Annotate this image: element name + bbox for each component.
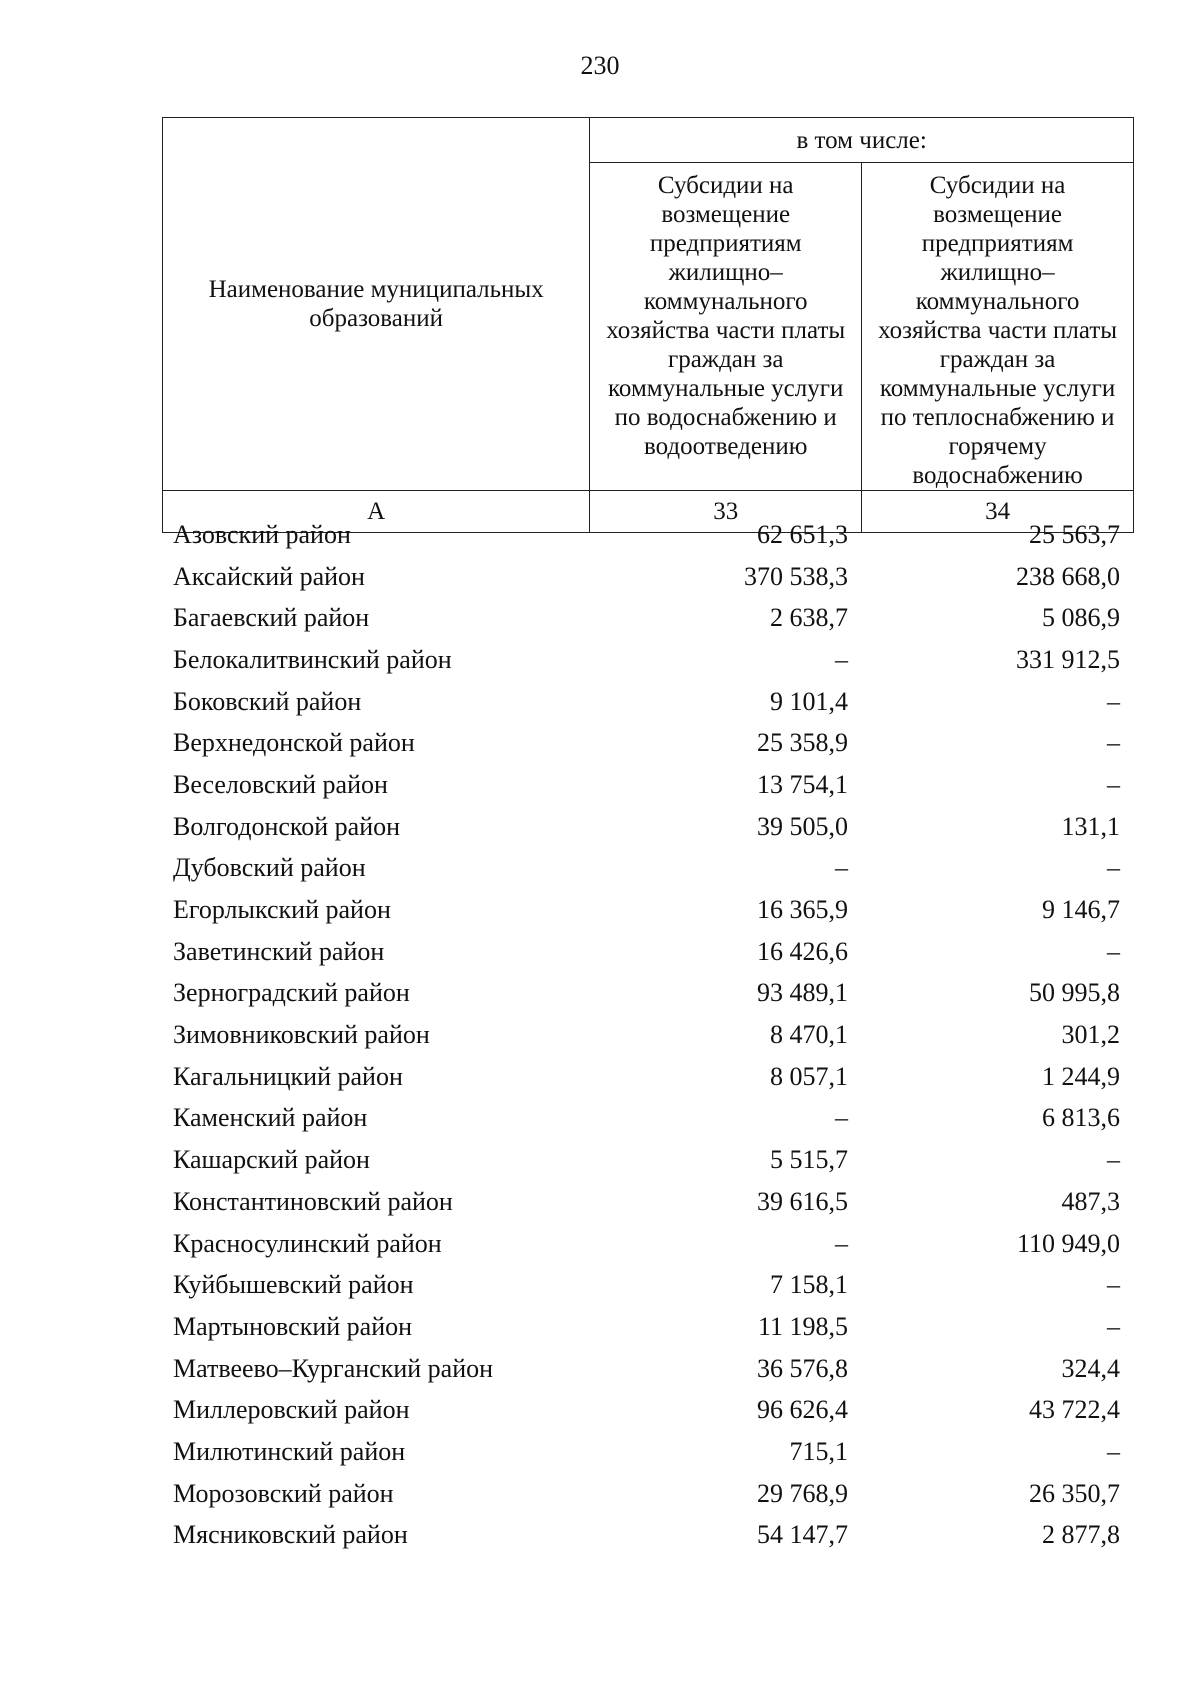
table-body	[162, 514, 1134, 1556]
heat-subsidy-value: –	[1107, 936, 1120, 966]
table-row	[162, 1223, 1134, 1265]
heat-subsidy-value: –	[1107, 728, 1120, 758]
heat-subsidy-value: 9 146,7	[1042, 895, 1120, 925]
table-row	[162, 1431, 1134, 1473]
table-row	[162, 639, 1134, 681]
municipality-name: Аксайский район	[173, 561, 365, 591]
water-subsidy-value: 9 101,4	[770, 686, 848, 716]
heat-subsidy-value: 6 813,6	[1042, 1103, 1120, 1133]
heat-subsidy-value: 25 563,7	[1029, 519, 1120, 549]
page-number: 230	[580, 51, 620, 80]
municipality-name: Матвеево–Курганский район	[173, 1353, 494, 1383]
water-subsidy-value: 8 470,1	[770, 1020, 848, 1050]
heat-subsidy-value: –	[1107, 1145, 1120, 1175]
table-row	[162, 1139, 1134, 1181]
municipality-name: Зимовниковский район	[173, 1020, 430, 1050]
water-subsidy-value: 25 358,9	[757, 728, 848, 758]
heat-subsidy-value: 110 949,0	[1016, 1228, 1120, 1258]
water-subsidy-value: –	[835, 1103, 848, 1133]
table-row	[162, 1306, 1134, 1348]
table-row	[162, 848, 1134, 890]
municipality-name: Кагальницкий район	[173, 1061, 403, 1091]
water-subsidy-value: 93 489,1	[757, 978, 848, 1008]
municipality-name: Дубовский район	[173, 853, 366, 883]
column-index-33: 33	[590, 491, 862, 533]
water-subsidy-value: –	[835, 644, 848, 674]
table-row	[162, 514, 1134, 556]
municipality-name: Красносулинский район	[173, 1228, 442, 1258]
water-subsidy-value: 8 057,1	[770, 1061, 848, 1091]
table-row	[162, 889, 1134, 931]
heat-subsidy-value: –	[1107, 1436, 1120, 1466]
water-subsidy-value: 54 147,7	[757, 1520, 848, 1550]
municipality-name: Боковский район	[173, 686, 362, 716]
water-subsidy-value: 5 515,7	[770, 1145, 848, 1175]
table-row	[162, 1014, 1134, 1056]
water-subsidy-value: 39 505,0	[757, 811, 848, 841]
name-column-header: Наименование муниципальных образований	[163, 118, 590, 491]
heat-subsidy-value: –	[1107, 769, 1120, 799]
heat-subsidy-value: 26 350,7	[1029, 1478, 1120, 1508]
column-34-header: Субсидии на возмещение предприятиям жилищно–коммунального хозяйства части платы граждан за коммунальные услуги по теплоснабжению и горячему водоснабжению	[862, 163, 1134, 491]
municipality-name: Заветинский район	[173, 936, 385, 966]
table-row	[162, 1389, 1134, 1431]
heat-subsidy-value: 43 722,4	[1029, 1395, 1120, 1425]
municipality-name: Константиновский район	[173, 1186, 453, 1216]
table-row	[162, 931, 1134, 973]
municipality-name: Веселовский район	[173, 769, 388, 799]
municipality-name: Милютинский район	[173, 1436, 406, 1466]
municipality-name: Егорлыкский район	[173, 895, 391, 925]
heat-subsidy-value: 50 995,8	[1029, 978, 1120, 1008]
table-row	[162, 1056, 1134, 1098]
municipality-name: Мартыновский район	[173, 1311, 413, 1341]
water-subsidy-value: 16 426,6	[757, 936, 848, 966]
heat-subsidy-value: –	[1107, 1270, 1120, 1300]
municipality-name: Верхнедонской район	[173, 728, 415, 758]
municipality-name: Миллеровский район	[173, 1395, 410, 1425]
water-subsidy-value: –	[835, 853, 848, 883]
heat-subsidy-value: 238 668,0	[1016, 561, 1120, 591]
heat-subsidy-value: –	[1107, 853, 1120, 883]
table-row	[162, 764, 1134, 806]
heat-subsidy-value: 1 244,9	[1042, 1061, 1120, 1091]
table-row	[162, 597, 1134, 639]
table-row	[162, 722, 1134, 764]
heat-subsidy-value: 5 086,9	[1042, 603, 1120, 633]
water-subsidy-value: 29 768,9	[757, 1478, 848, 1508]
municipality-name: Зерноградский район	[173, 978, 410, 1008]
municipality-name: Мясниковский район	[173, 1520, 408, 1550]
municipality-name: Каменский район	[173, 1103, 368, 1133]
table-row	[162, 1181, 1134, 1223]
table-row	[162, 973, 1134, 1015]
municipality-name: Морозовский район	[173, 1478, 394, 1508]
table-row	[162, 556, 1134, 598]
table-row	[162, 806, 1134, 848]
heat-subsidy-value: –	[1107, 686, 1120, 716]
table-header	[162, 117, 1134, 533]
water-subsidy-value: 16 365,9	[757, 895, 848, 925]
water-subsidy-value: 2 638,7	[770, 603, 848, 633]
table-row	[162, 1348, 1134, 1390]
municipality-name: Куйбышевский район	[173, 1270, 414, 1300]
water-subsidy-value: 7 158,1	[770, 1270, 848, 1300]
heat-subsidy-value: –	[1107, 1311, 1120, 1341]
heat-subsidy-value: 324,4	[1061, 1353, 1120, 1383]
heat-subsidy-value: 331 912,5	[1016, 644, 1120, 674]
municipality-name: Кашарский район	[173, 1145, 370, 1175]
column-index-a: А	[163, 491, 590, 533]
municipality-name: Багаевский район	[173, 603, 370, 633]
municipality-name: Белокалитвинский район	[173, 644, 452, 674]
heat-subsidy-value: 2 877,8	[1042, 1520, 1120, 1550]
table-row	[162, 1264, 1134, 1306]
heat-subsidy-value: 301,2	[1061, 1020, 1120, 1050]
heat-subsidy-value: 487,3	[1061, 1186, 1120, 1216]
heat-subsidy-value: 131,1	[1061, 811, 1120, 841]
municipality-name: Азовский район	[173, 519, 351, 549]
water-subsidy-value: 13 754,1	[757, 769, 848, 799]
table-row	[162, 681, 1134, 723]
water-subsidy-value: 62 651,3	[757, 519, 848, 549]
group-header: в том числе:	[590, 118, 1134, 163]
water-subsidy-value: 36 576,8	[757, 1353, 848, 1383]
column-33-header: Субсидии на возмещение предприятиям жилищно–коммунального хозяйства части платы граждан за коммунальные услуги по водоснабжению и водоотведению	[590, 163, 862, 491]
table-row	[162, 1473, 1134, 1515]
table-row	[162, 1515, 1134, 1557]
column-index-34: 34	[862, 491, 1134, 533]
table-row	[162, 1098, 1134, 1140]
municipality-name: Волгодонской район	[173, 811, 401, 841]
water-subsidy-value: 715,1	[789, 1436, 848, 1466]
water-subsidy-value: 96 626,4	[757, 1395, 848, 1425]
water-subsidy-value: 11 198,5	[757, 1311, 848, 1341]
water-subsidy-value: –	[835, 1228, 848, 1258]
water-subsidy-value: 39 616,5	[757, 1186, 848, 1216]
water-subsidy-value: 370 538,3	[744, 561, 848, 591]
